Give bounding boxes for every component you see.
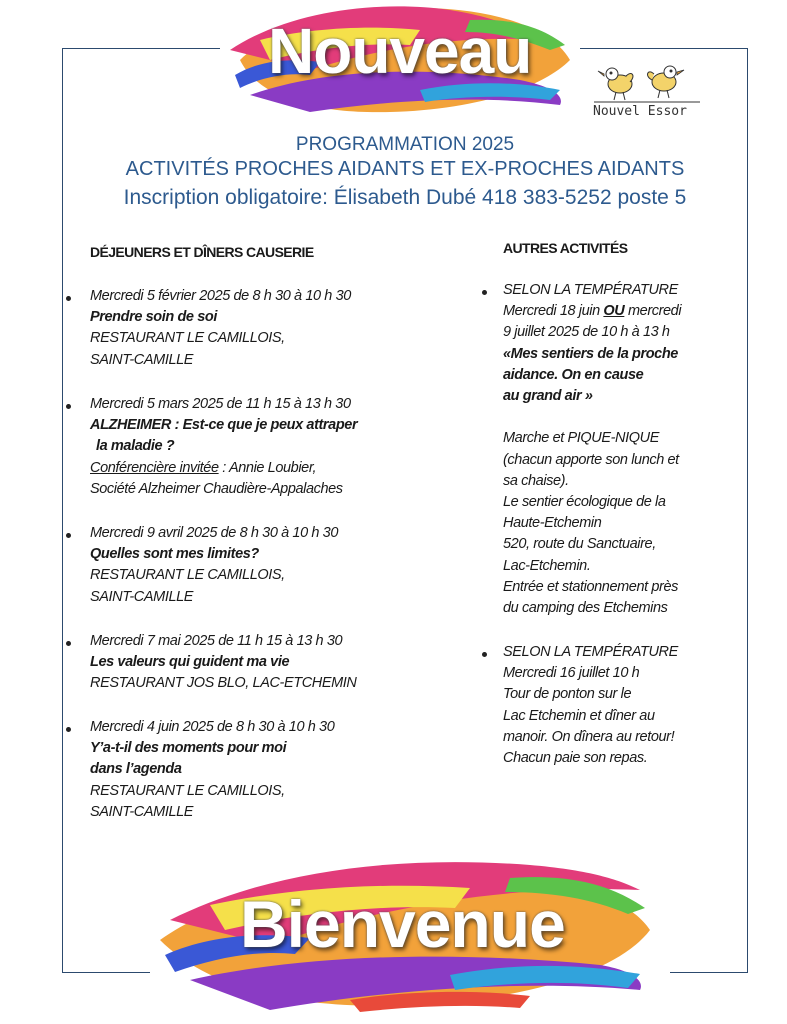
registration-info: Inscription obligatoire: Élisabeth Dubé 418 383-5252 poste 5 [123, 186, 687, 209]
list-item [90, 523, 338, 608]
event-date: Mercredi 5 février 2025 de 8 h 30 à 10 h 30 [90, 288, 351, 304]
event-topic: Quelles sont mes limites? [90, 546, 259, 563]
activity-desc: Tour de ponton sur le [503, 686, 632, 703]
list-item [503, 642, 678, 769]
logo-name: Nouvel Essor [593, 104, 687, 119]
activity-date-2: 9 juillet 2025 de 10 h à 13 h [503, 324, 670, 341]
activity-desc: manoir. On dînera au retour! [503, 728, 675, 745]
event-topic: Y’a-t-il des moments pour moi [90, 740, 287, 757]
list-item [503, 280, 681, 619]
activity-topic-cont: aidance. On en cause [503, 366, 644, 383]
activity-desc: 520, route du Sanctuaire, [503, 536, 656, 553]
activity-desc: Lac Etchemin et dîner au [503, 707, 655, 724]
program-title: PROGRAMMATION 2025 [295, 134, 515, 155]
event-topic-cont: la maladie ? [96, 438, 175, 455]
event-topic: Prendre soin de soi [90, 309, 217, 326]
activity-topic-cont: au grand air » [503, 388, 593, 405]
event-topic: Les valeurs qui guident ma vie [90, 654, 290, 671]
event-city: SAINT-CAMILLE [90, 803, 194, 820]
activity-desc: du camping des Etchemins [503, 600, 668, 617]
activity-condition: SELON LA TEMPÉRATURE [503, 644, 678, 660]
activity-date: Mercredi 18 juin OU mercredi [503, 303, 682, 320]
bullet [482, 652, 487, 657]
bullet [66, 727, 71, 732]
event-place: RESTAURANT LE CAMILLOIS, [90, 782, 285, 799]
activity-desc: Haute-Etchemin [503, 515, 602, 532]
list-item [90, 717, 334, 823]
left-column-title: DÉJEUNERS ET DÎNERS CAUSERIE [90, 244, 314, 260]
activity-desc: (chacun apporte son lunch et [503, 451, 679, 468]
event-guest [90, 458, 357, 479]
activity-desc: Entrée et stationnement près [503, 578, 678, 595]
guest-name: : Annie Loubier, [218, 459, 317, 476]
event-topic-cont: dans l’agenda [90, 761, 182, 778]
event-place: RESTAURANT LE CAMILLOIS, [90, 567, 285, 584]
right-column-title: AUTRES ACTIVITÉS [503, 240, 628, 256]
banner-title-bottom: Bienvenue [240, 887, 565, 961]
bullet [66, 296, 71, 301]
event-city: SAINT-CAMILLE [90, 351, 194, 368]
bullet [482, 290, 487, 295]
event-place: RESTAURANT JOS BLO, LAC-ETCHEMIN [90, 675, 357, 692]
bullet [66, 404, 71, 409]
banner-title-top: Nouveau [268, 15, 532, 87]
event-date: Mercredi 7 mai 2025 de 11 h 15 à 13 h 30 [90, 633, 343, 649]
event-topic: ALZHEIMER : Est-ce que je peux attraper [90, 417, 358, 434]
activity-desc: Marche et PIQUE-NIQUE [503, 430, 659, 447]
spacer [503, 407, 681, 428]
or-emphasis: OU [603, 303, 625, 320]
activity-topic: «Mes sentiers de la proche [503, 345, 678, 362]
activity-desc: sa chaise). [503, 472, 569, 489]
list-item [90, 394, 357, 500]
bullet [66, 641, 71, 646]
event-organization: Société Alzheimer Chaudière-Appalaches [90, 480, 343, 497]
event-date: Mercredi 5 mars 2025 de 11 h 15 à 13 h 30 [90, 396, 351, 412]
event-date: Mercredi 4 juin 2025 de 8 h 30 à 10 h 30 [90, 719, 335, 735]
guest-label: Conférencière invitée [90, 459, 219, 476]
program-subtitle: ACTIVITÉS PROCHES AIDANTS ET EX-PROCHES AIDANTS [125, 158, 685, 180]
activity-desc: Le sentier écologique de la [503, 494, 666, 511]
event-place: RESTAURANT LE CAMILLOIS, [90, 330, 285, 347]
event-city: SAINT-CAMILLE [90, 588, 194, 605]
event-date: Mercredi 9 avril 2025 de 8 h 30 à 10 h 30 [90, 525, 338, 541]
bullet [66, 533, 71, 538]
activity-desc: Lac-Etchemin. [503, 557, 591, 574]
list-item [90, 286, 351, 371]
list-item [90, 631, 357, 695]
activity-desc: Mercredi 16 juillet 10 h [503, 665, 640, 682]
activity-desc: Chacun paie son repas. [503, 750, 648, 767]
activity-condition: SELON LA TEMPÉRATURE [503, 282, 678, 298]
